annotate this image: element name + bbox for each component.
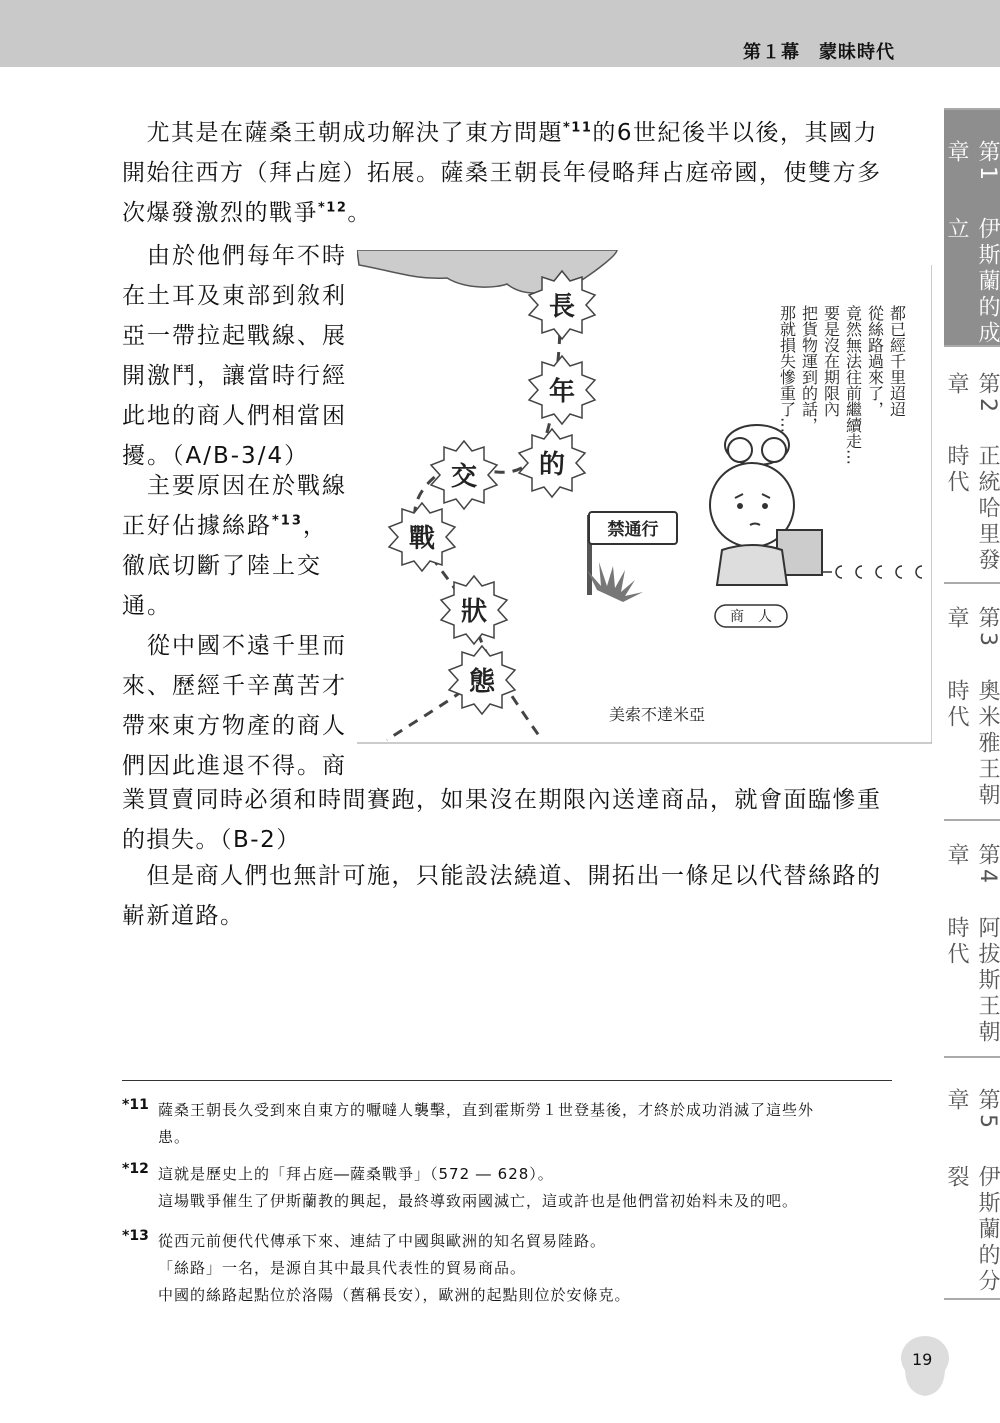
footnote-line: 中國的絲路起點位於洛陽（舊稱長安），歐洲的起點則位於安條克。 <box>158 1286 631 1304</box>
paragraph-4: 從中國不遠千里而來、歷經千辛萬苦才帶來東方物產的商人們因此進退不得。商 <box>122 633 347 779</box>
footnote-divider <box>122 1080 892 1081</box>
sign-text: 禁通行 <box>607 520 659 540</box>
chapter-header-title: 第１幕 蒙昧時代 <box>743 42 895 63</box>
svg-text:都已經千里迢迢: 都已經千里迢迢 <box>887 305 907 417</box>
page-number: 19 <box>912 1350 933 1369</box>
text: 尤其是在薩桑王朝成功解決了東方問題 <box>122 120 563 146</box>
footnote-mark-13: *13 <box>122 1228 149 1244</box>
tab-chapter-title: 伊斯蘭的分裂 <box>944 1165 1000 1296</box>
footnote-mark-11: *11 <box>122 1097 149 1113</box>
tab-chapter-number: 第1章 <box>944 140 1000 184</box>
tab-chapter-title: 正統哈里發時代 <box>944 443 1000 574</box>
region-label: 美索不達米亞 <box>608 705 706 724</box>
tab-chapter-number: 第3章 <box>944 606 1000 650</box>
illustration <box>357 250 932 745</box>
page-header <box>0 0 1000 67</box>
text: ，徹底切斷了陸上交通。 <box>122 513 328 619</box>
svg-text:那就損失慘重了…: 那就損失慘重了… <box>777 305 797 433</box>
footnote-line: 這就是歷史上的「拜占庭―薩桑戰爭」（572 ― 628）。 <box>158 1165 554 1183</box>
text: 。 <box>347 200 372 226</box>
svg-text:從絲路過來了，: 從絲路過來了， <box>865 305 885 417</box>
footnote-11 <box>158 1097 814 1151</box>
paragraph-2: 由於他們每年不時在土耳及東部到敘利亞一帶拉起戰線、展開激鬥，讓當時行經此地的商人們相當困擾。（A/B-3/4） <box>122 243 347 469</box>
tab-chapter-title: 伊斯蘭的成立 <box>944 216 1000 347</box>
tab-chapter-title: 奧米雅王朝時代 <box>944 678 1000 809</box>
footnote-line: 「絲路」一名，是源自其中最具代表性的貿易商品。 <box>158 1259 527 1277</box>
war-char-4: 交 <box>450 462 478 492</box>
footnote-mark-12: *12 <box>122 1161 149 1177</box>
illustration-svg <box>357 250 932 745</box>
svg-text:把貨物運到的話，: 把貨物運到的話， <box>799 305 819 433</box>
tab-chapter-number: 第4章 <box>944 843 1000 887</box>
footnote-12 <box>158 1161 798 1215</box>
tab-chapter-5[interactable] <box>944 1056 1000 1300</box>
merchant-label: 商 人 <box>730 609 772 625</box>
merchant-figure <box>710 425 822 627</box>
motion-lines <box>822 566 922 578</box>
footnote-ref-12[interactable]: *12 <box>318 200 348 216</box>
tab-chapter-number: 第5章 <box>944 1088 1000 1132</box>
war-char-6: 狀 <box>460 597 488 627</box>
tab-chapter-title: 阿拔斯王朝時代 <box>944 915 1000 1046</box>
footnote-ref-13[interactable]: *13 <box>272 513 303 529</box>
war-char-2: 年 <box>548 377 576 407</box>
tab-chapter-4[interactable] <box>944 819 1000 1058</box>
war-char-3: 的 <box>538 450 566 480</box>
tab-chapter-2[interactable] <box>944 345 1000 584</box>
tab-chapter-1[interactable] <box>944 108 1000 347</box>
footnote-line: 薩桑王朝長久受到來自東方的嚈噠人襲擊，直到霍斯勞１世登基後，才終於成功消滅了這些外 <box>158 1101 815 1119</box>
tab-chapter-number: 第2章 <box>944 372 1000 416</box>
paragraph-1 <box>122 113 892 233</box>
text: 的6世紀後半以後，其國力開始往西方（拜占庭）拓展。薩桑王朝長年侵略拜占庭帝國，使雙方多次爆發激烈的戰爭 <box>122 120 882 226</box>
text: 主要原因在於戰線正好佔據絲路 <box>122 473 347 539</box>
footnote-line: 患。 <box>158 1128 191 1146</box>
footnote-line: 從西元前便代代傳承下來、連結了中國與歐洲的知名貿易陸路。 <box>158 1232 607 1250</box>
footnote-line: 這場戰爭催生了伊斯蘭教的興起，最終導致兩國滅亡，這或許也是他們當初始料未及的吧。 <box>158 1192 799 1210</box>
paragraph-3 <box>122 466 347 626</box>
svg-text:竟然無法往前繼續走…: 竟然無法往前繼續走… <box>843 305 863 465</box>
no-entry-sign <box>587 512 677 602</box>
footnote-ref-11[interactable]: *11 <box>563 120 593 136</box>
tab-chapter-3[interactable] <box>944 582 1000 821</box>
speech-text <box>778 305 907 465</box>
war-char-7: 態 <box>468 667 496 697</box>
paragraph-5: 但是商人們也無計可施，只能設法繞道、開拓出一條足以代替絲路的嶄新道路。 <box>122 863 882 929</box>
war-char-5: 戰 <box>408 524 436 554</box>
svg-text:要是沒在期限內: 要是沒在期限內 <box>821 305 841 417</box>
paragraph-4-continued: 業買賣同時必須和時間賽跑，如果沒在期限內送達商品，就會面臨慘重的損失。（B-2） <box>122 787 882 853</box>
footnote-13 <box>158 1228 631 1309</box>
war-char-1: 長 <box>548 292 576 322</box>
